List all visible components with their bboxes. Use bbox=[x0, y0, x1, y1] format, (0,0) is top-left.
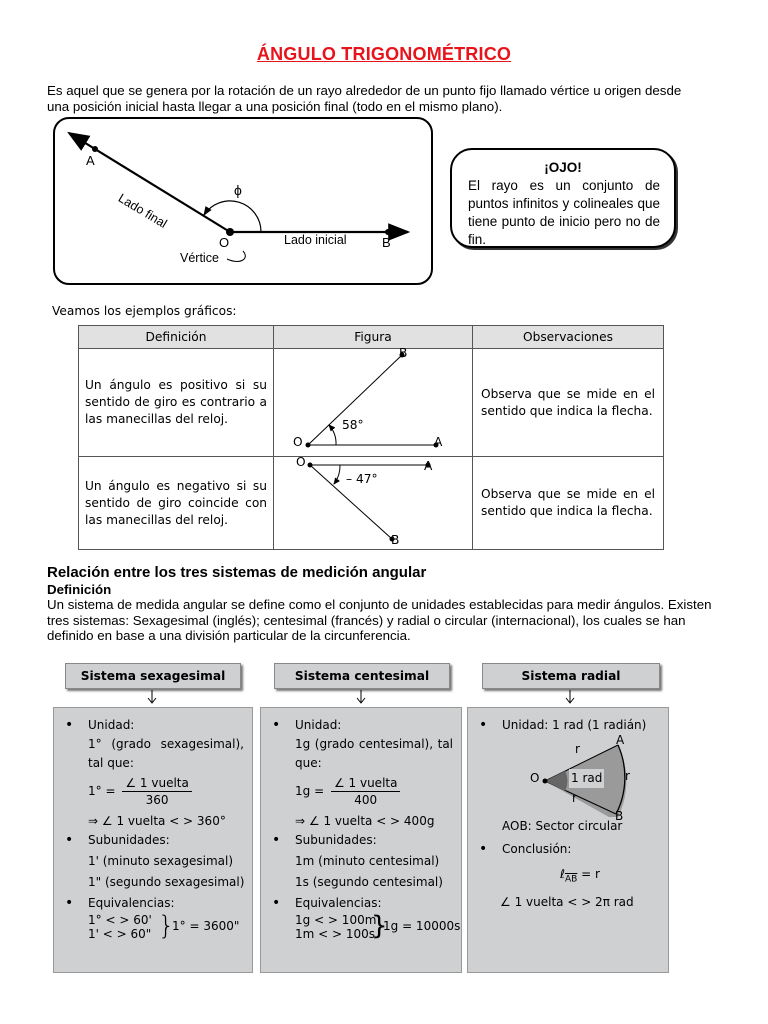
radial-eq1-lhs: ℓ bbox=[560, 867, 565, 881]
section-subheading: Definición bbox=[47, 582, 112, 597]
radial-label-r-arc: r bbox=[625, 769, 630, 783]
sexa-implies: ⇒ ∠ 1 vuelta < > 360° bbox=[88, 814, 226, 828]
cente-sub1: 1m (minuto centesimal) bbox=[295, 854, 440, 868]
sexa-eq-lhs: 1° = bbox=[88, 784, 116, 798]
table-header-observaciones: Observaciones bbox=[473, 326, 664, 349]
radial-unidad: • Unidad: 1 rad (1 radián) bbox=[468, 716, 668, 735]
row2-angle-label: – 47° bbox=[346, 472, 378, 486]
cente-equation bbox=[261, 775, 461, 808]
row2-label-a: A bbox=[424, 459, 433, 473]
row1-definition: Un ángulo es positivo si su sentido de giro es contrario a las manecillas del reloj. bbox=[79, 349, 274, 457]
row2-observation: Observa que se mide en el sentido que indica la flecha. bbox=[473, 457, 664, 550]
angle-diagram bbox=[53, 117, 433, 285]
radial-label-rad: 1 rad bbox=[569, 769, 604, 788]
negative-angle-svg bbox=[274, 457, 470, 549]
cente-brace: } bbox=[371, 911, 388, 941]
diagram-label-o: O bbox=[219, 235, 230, 250]
examples-table bbox=[78, 325, 664, 550]
sexa-sub1: 1' (minuto sexagesimal) bbox=[88, 854, 234, 868]
cente-fraction bbox=[331, 775, 401, 808]
radial-panel bbox=[467, 707, 669, 973]
row1-label-a: A bbox=[434, 435, 443, 449]
cente-implies: ⇒ ∠ 1 vuelta < > 400g bbox=[295, 814, 435, 828]
radial-eq1-rhs: = r bbox=[581, 867, 600, 881]
sexa-eq-den: 360 bbox=[145, 793, 169, 807]
rotation-arc bbox=[204, 201, 261, 232]
cente-eq-num: ∠ 1 vuelta bbox=[331, 775, 401, 792]
radial-label-a: A bbox=[616, 733, 625, 747]
sexagesimal-panel bbox=[53, 707, 253, 973]
radial-label-b: B bbox=[615, 809, 624, 823]
vertex-pointer bbox=[227, 251, 245, 261]
row1-label-o: O bbox=[293, 435, 303, 449]
row2-label-o: O bbox=[296, 455, 306, 469]
radial-figure bbox=[468, 733, 668, 823]
row2-definition: Un ángulo es negativo si su sentido de giro coincide con las manecillas del reloj. bbox=[79, 457, 274, 550]
angle-diagram-svg bbox=[55, 119, 431, 283]
examples-intro: Veamos los ejemplos gráficos: bbox=[52, 304, 237, 318]
intro-paragraph: Es aquel que se genera por la rotación de un rayo alrededor de un punto fijo llamado vértice u origen desde una posición inicial hasta llegar a una posición final (todo en el mismo plano). bbox=[47, 83, 682, 114]
section-text: Un sistema de medida angular se define como el conjunto de unidades establecidas para medir ángulos. Existen tres sistemas: Sexagesimal (inglés); centesimal (francés) y radial o circular (internacional), los cuales se han definido en base a una división particular de la circunferencia. bbox=[47, 597, 712, 643]
ojo-note bbox=[450, 148, 676, 248]
radial-label-r-bottom: r bbox=[572, 791, 577, 805]
radial-eq2: ∠ 1 vuelta < > 2π rad bbox=[500, 895, 634, 910]
radial-sector: AOB: Sector circular bbox=[502, 819, 623, 833]
cente-unidad: • Unidad: bbox=[261, 716, 461, 735]
cente-equivalencias: • Equivalencias: bbox=[261, 894, 461, 913]
ojo-heading: ¡OJO! bbox=[544, 160, 582, 175]
section-heading: Relación entre los tres sistemas de medición angular bbox=[47, 564, 427, 581]
radial-eq1-sub: AB bbox=[564, 874, 578, 885]
cente-eq-den: 400 bbox=[354, 793, 378, 807]
radial-conclusion: • Conclusión: bbox=[468, 840, 668, 859]
radial-label-o: O bbox=[530, 771, 540, 785]
centesimal-panel bbox=[260, 707, 462, 973]
sexa-equiv-block bbox=[54, 913, 252, 945]
sexa-fraction bbox=[122, 775, 192, 808]
diagram-label-a: A bbox=[86, 153, 95, 168]
sexagesimal-title: Sistema sexagesimal bbox=[65, 663, 241, 689]
cente-sub2: 1s (segundo centesimal) bbox=[295, 875, 443, 889]
table-header-figura: Figura bbox=[274, 326, 473, 349]
diagram-label-lado-final: Lado final bbox=[115, 191, 170, 231]
table-header-definicion: Definición bbox=[79, 326, 274, 349]
cente-equiv1: 1g < > 100m bbox=[295, 913, 377, 927]
sexa-equivalencias: • Equivalencias: bbox=[54, 894, 252, 913]
diagram-label-phi: ϕ bbox=[234, 182, 242, 198]
cente-unit-name: 1g (grado centesimal), tal que: bbox=[295, 737, 453, 770]
cente-equiv2: 1m < > 100s bbox=[295, 927, 376, 941]
ojo-body: El rayo es un conjunto de puntos infinitos y colineales que tiene punto de inicio pero no de fin. bbox=[468, 178, 660, 247]
centesimal-title: Sistema centesimal bbox=[274, 663, 450, 689]
row1-observation: Observa que se mide en el sentido que indica la flecha. bbox=[473, 349, 664, 457]
diagram-label-lado-inicial: Lado inicial bbox=[284, 233, 347, 247]
cente-eq-lhs: 1g = bbox=[295, 784, 325, 798]
sexa-equation bbox=[54, 775, 252, 808]
sexa-eq-num: ∠ 1 vuelta bbox=[122, 775, 192, 792]
sexa-equiv2: 1' < > 60" bbox=[88, 927, 152, 941]
row1-angle-label: 58° bbox=[342, 418, 364, 432]
point-a-dot bbox=[92, 146, 98, 152]
sexa-equiv-result: 1° = 3600" bbox=[172, 919, 240, 933]
sector-svg bbox=[468, 735, 668, 817]
diagram-label-vertice: Vértice bbox=[180, 251, 219, 265]
radial-title: Sistema radial bbox=[482, 663, 660, 689]
page-title: ÁNGULO TRIGONOMÉTRICO bbox=[256, 44, 512, 64]
row2-label-b: B bbox=[391, 533, 400, 547]
row1-figure bbox=[274, 346, 473, 457]
sexa-subunidades: • Subunidades: bbox=[54, 831, 252, 850]
sexa-brace: } bbox=[158, 911, 175, 941]
cente-subunidades: • Subunidades: bbox=[261, 831, 461, 850]
radial-label-r-top: r bbox=[575, 742, 580, 756]
row1-label-b: B bbox=[399, 346, 408, 360]
radial-eq1 bbox=[468, 865, 668, 889]
diagram-label-b: B bbox=[382, 235, 391, 250]
cente-equiv-block bbox=[261, 913, 461, 945]
sector-angle-mark bbox=[545, 771, 567, 791]
table-row bbox=[79, 349, 664, 457]
table-row bbox=[79, 457, 664, 550]
row2-figure bbox=[274, 457, 473, 550]
sexa-equiv1: 1° < > 60' bbox=[88, 913, 152, 927]
cente-equiv-result: 1g = 10000s bbox=[383, 919, 461, 933]
sexa-unidad: • Unidad: bbox=[54, 716, 252, 735]
sexa-unit-name: 1° (grado sexagesimal), tal que: bbox=[88, 737, 244, 770]
sexa-sub2: 1" (segundo sexagesimal) bbox=[88, 875, 245, 889]
